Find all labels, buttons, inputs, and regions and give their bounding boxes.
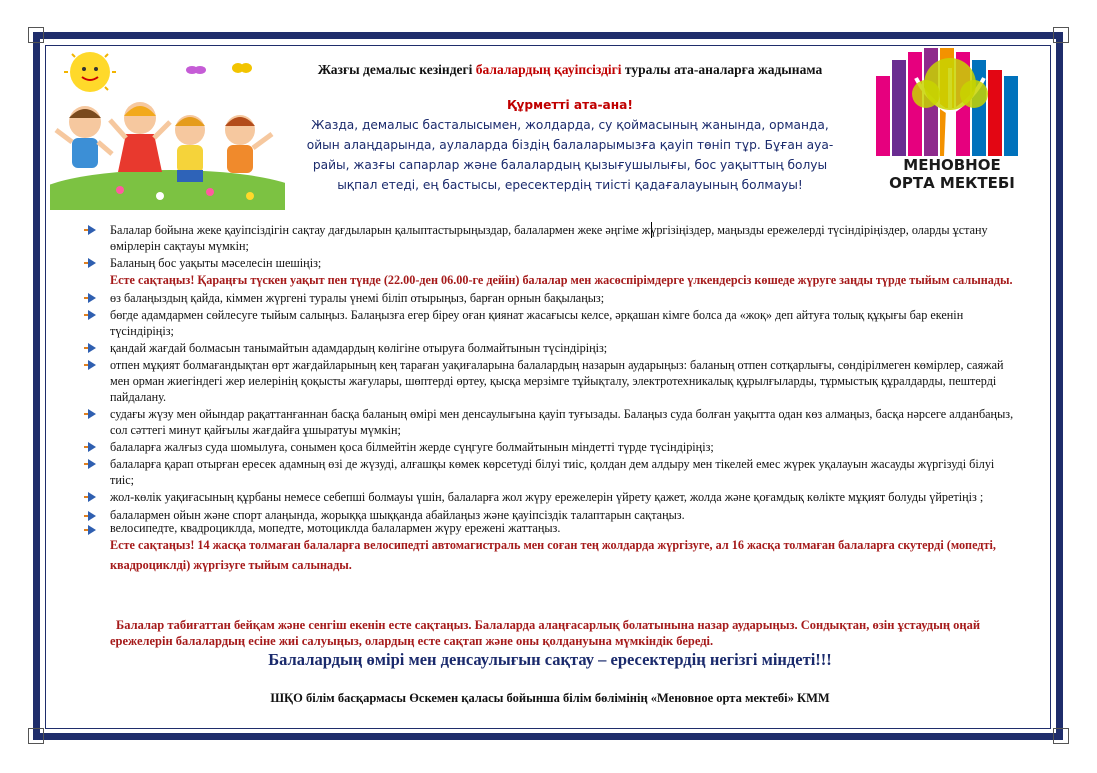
list-item: судағы жүзу мен ойындар рақаттанғаннан басқа баланың өмірі мен денсаулығына қауіп туғызады. Балаңыз суда болған уақытта одан көз алмаңыз, басқа нәрсеге алданбаңыз, сол сәттегі минут қайғылы жағдайға ұшыратуы мүмкін; [86, 406, 1021, 438]
list-item: жол-көлік уақиғасының құрбаны немесе себепші болмауы үшін, балаларға жол жүру ережелерін үйрету қажет, жолда және қоғамдық көлікте мұқият болуды үйретіңіз ; [86, 489, 1021, 505]
arrow-bullet-icon [88, 225, 96, 235]
motto: Балалардың өмірі мен денсаулығын сақтау – ересектердің негізгі міндеті!!! [268, 650, 832, 669]
document-title [250, 62, 890, 78]
greeting-title: Құрметті ата-ана! [507, 98, 633, 112]
arrow-bullet-icon [88, 459, 96, 469]
warning-vehicles: Есте сақтаңыз! 14 жасқа толмаған балаларға велосипедті автомагистраль мен соған тең жолдарда жүргізуге, ал 16 жасқа толмаған балаларға скутерді (мопедті, квадроциклді) жүргізуге тыйым салынады. [110, 538, 996, 572]
greeting-block [300, 95, 840, 195]
list-item: балалармен ойын және спорт алаңында, жорыққа шыққанда абайлаңыз және қауіпсіздік талаптарын сақтаңыз. [86, 508, 1021, 522]
corner-mark [28, 728, 44, 744]
warning-curfew: Есте сақтаңыз! Қараңғы түскен уақыт пен түнде (22.00-ден 06.00-ге дейін) балалар мен жасөспірімдерге үлкендерсіз көшеде жүруге заңды түрде тыйым салынады. [110, 273, 1013, 287]
list-item: Балалар бойына жеке қауіпсіздігін сақтау дағдыларын қалыптастырыңыздар, балалармен жеке әңгіме жүргізіңіздер, маңызды ережелерді түсіндіріңіздер, оларды ұстану өмірлерін сақтауы мүмкін; [86, 222, 1021, 254]
list-item: велосипедте, квадроциклда, мопедте, мотоциклда балалармен жүру ережені жаттаңыз. [86, 522, 1021, 534]
list-item: балаларға қарап отырған ересек адамның өзі де жүзуді, алғашқы көмек көрсетуді білуі тиіс, қолдан дем алдыру мен тікелей емес жүрек уқалауын жасауды жүргізуді білуі тиіс; [86, 456, 1021, 488]
list-item: өз балаңыздың қайда, кіммен жүргені туралы үнемі біліп отырыңыз, барған орнын бақылаңыз; [86, 290, 1021, 306]
title-highlight: балалардың қауіпсіздігі [475, 62, 622, 77]
arrow-bullet-icon [88, 442, 96, 452]
list-item: қандай жағдай болмасын танымайтын адамдардың көлігіне отыруға болмайтынын түсіндіріңіз; [86, 340, 1021, 356]
logo-line-2: ОРТА МЕКТЕБІ [889, 174, 1015, 192]
logo-text [872, 156, 1032, 192]
butterfly-icon [186, 66, 206, 74]
corner-mark [1053, 728, 1069, 744]
arrow-bullet-icon [88, 409, 96, 419]
greeting-text: Жазда, демалыс басталысымен, жолдарда, су қоймасының жанында, орманда, ойын алаңдарында, аулаларда біздің балаларымызға қауіп төніп тұр. Бұған ауа-райы, жазғы сапарлар және балалардың қызығушылығы, бос уақыттың болуы ықпал етеді, ең бастысы, ересектердің тиісті қадағалауының болмауы! [306, 118, 834, 192]
logo-line-1: МЕНОВНОЕ [903, 156, 1001, 174]
arrow-bullet-icon [88, 525, 96, 535]
list-item: балаларға жалғыз суда шомылуға, сонымен қоса білмейтін жерде сүңгуге болмайтынын міндетті түрде түсіндіріңіз; [86, 439, 1021, 455]
corner-mark [1053, 27, 1069, 43]
arrow-bullet-icon [88, 258, 96, 268]
footer-organization: ШҚО білім басқармасы Өскемен қаласы бойынша білім бөлімінің «Меновное орта мектебі» КММ [270, 691, 830, 705]
butterfly-icon [232, 63, 252, 73]
sun-icon [70, 52, 110, 92]
list-item: бөгде адамдармен сөйлесуге тыйым салыңыз. Балаңызға егер біреу оған қиянат жасағысы келсе, әрқашан кімге болса да «жоқ» деп айтуға толық құқығы бар екенін түсіндіріңіз; [86, 307, 1021, 339]
list-item: Баланың бос уақыты мәселесін шешіңіз; [86, 255, 1021, 271]
arrow-bullet-icon [88, 310, 96, 320]
list-item: отпен мұқият болмағандықтан өрт жағдайларының кең тараған уақиғаларына балалардың назарын аударыңыз: баланың отпен сотқарлығы, сөндірілмеген көмірлер, саяжай мен орман жиегіндегі жер иелерінің қоқысты жағулары, шөптерді өртеу, қысқа мерзімге тұйықталу, электротехникалық құрылғыларды, тұрмыстық құралдарды, пештерді пайдалану. [86, 357, 1021, 405]
title-text: Жазғы демалыс кезіндегі [317, 62, 476, 77]
school-logo [876, 48, 1026, 158]
arrow-bullet-icon [88, 343, 96, 353]
arrow-bullet-icon [88, 360, 96, 370]
arrow-bullet-icon [88, 511, 96, 521]
corner-mark [28, 27, 44, 43]
arrow-bullet-icon [88, 293, 96, 303]
title-text-end: туралы ата-аналарға жадынама [621, 62, 823, 77]
advice-list [86, 222, 1021, 577]
closing-paragraph: Балалар табиғаттан бейқам және сенгіш екенін есте сақтаңыз. Балаларда алаңғасарлық болатынына назар аударыңыз. Сондықтан, өзін ұстаудың оңай ережелерін балалардың есіне жиі салуыңыз, олардың есте сақтап және оны қолдануына мүмкіндік береді. [110, 618, 981, 648]
arrow-bullet-icon [88, 492, 96, 502]
